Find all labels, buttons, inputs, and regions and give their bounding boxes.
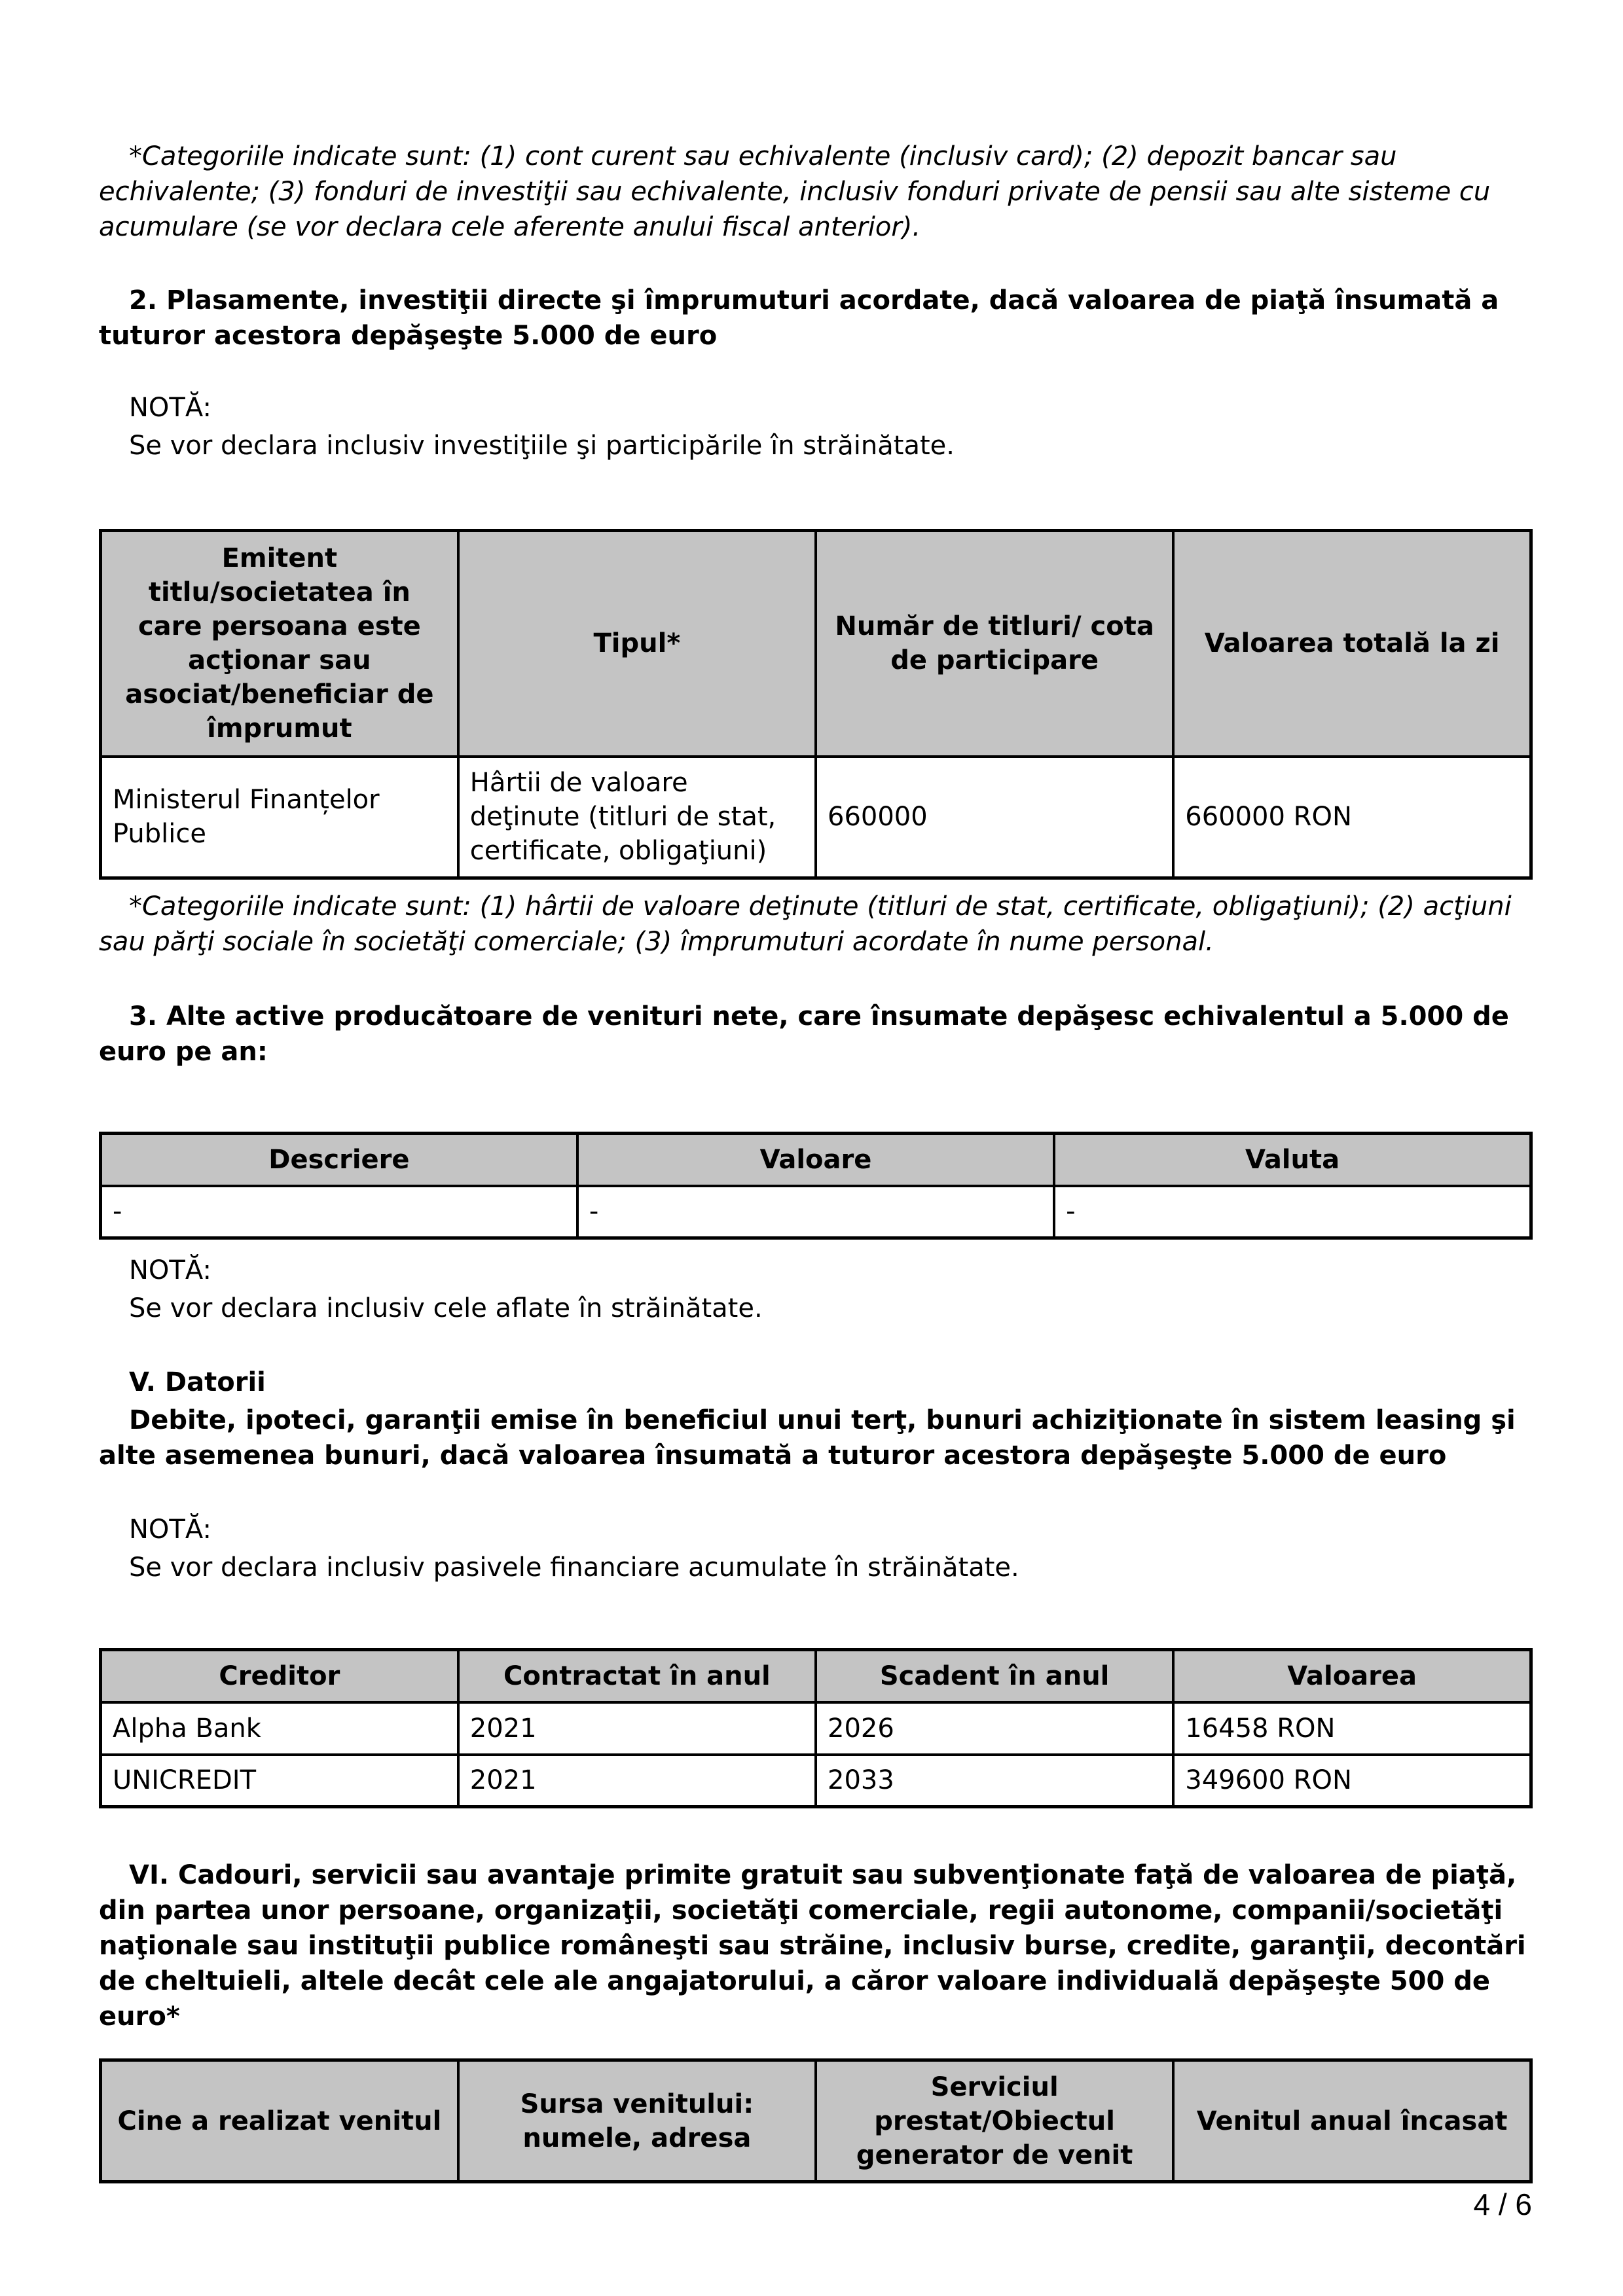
table-cell: Alpha Bank bbox=[101, 1702, 458, 1755]
column-header-count: Număr de titluri/ cota de participare bbox=[816, 531, 1173, 757]
column-header-total-value: Valoarea totală la zi bbox=[1173, 531, 1531, 757]
categories-footnote-accounts: *Categoriile indicate sunt: (1) cont curent sau echivalente (inclusiv card); (2) depozit bancar sau echivalente; (3) fonduri de investiţii sau echivalente, inclusiv fonduri private de pensii sau alte sisteme cu acumulare (se vor declara cele aferente anului fiscal anterior). bbox=[99, 141, 1491, 242]
section-3-note bbox=[99, 1251, 1533, 1327]
table-row bbox=[101, 1186, 1531, 1238]
table-row bbox=[101, 757, 1531, 878]
column-header-income-source: Sursa venitului: numele, adresa bbox=[458, 2060, 816, 2182]
column-header-type: Tipul* bbox=[458, 531, 816, 757]
table-header-row bbox=[101, 531, 1531, 757]
section-2-heading: 2. Plasamente, investiţii directe şi împrumuturi acordate, dacă valoarea de piaţă însumată a tuturor acestora depăşeşte 5.000 de euro bbox=[99, 285, 1499, 351]
table-row bbox=[101, 1755, 1531, 1807]
table-header-row bbox=[101, 1650, 1531, 1702]
section-6-heading: VI. Cadouri, servicii sau avantaje primite gratuit sau subvenţionate faţă de valoarea de piaţă, din partea unor persoane, organizaţii, societăţi comerciale, regii autonome, companii/societăţi naţionale sau instituţii publice româneşti sau străine, inclusiv burse, credite, garanţii, decontări de cheltuieli, altele decât cele ale angajatorului, a căror valoare individuală depăşeşte 500 de euro* bbox=[99, 1860, 1526, 2032]
column-header-service: Serviciul prestat/Obiectul generator de venit bbox=[816, 2060, 1173, 2182]
other-assets-table bbox=[99, 1132, 1533, 1240]
section-5-note bbox=[99, 1511, 1533, 1587]
note-label: NOTĂ: bbox=[129, 1515, 211, 1545]
gifts-table bbox=[99, 2058, 1533, 2183]
table-cell: 2026 bbox=[816, 1702, 1173, 1755]
table-cell: 16458 RON bbox=[1173, 1702, 1531, 1755]
table-cell: - bbox=[1054, 1186, 1531, 1238]
section-5-heading: Debite, ipoteci, garanţii emise în beneficiul unui terţ, bunuri achiziţionate în sistem leasing şi alte asemenea bunuri, dacă valoarea însumată a tuturor acestora depăşeşte 5.000 de euro bbox=[99, 1405, 1516, 1471]
column-header-issuer: Emitent titlu/societatea în care persoana este acţionar sau asociat/beneficiar de împrumut bbox=[101, 531, 458, 757]
note-label: NOTĂ: bbox=[129, 1255, 211, 1285]
categories-footnote-investments: *Categoriile indicate sunt: (1) hârtii de valoare deţinute (titluri de stat, certificate, obligaţiuni); (2) acţiuni sau părţi sociale în societăţi comerciale; (3) împrumuturi acordate în nume personal. bbox=[99, 891, 1512, 957]
investments-table bbox=[99, 529, 1533, 880]
column-header-contracted-year: Contractat în anul bbox=[458, 1650, 816, 1702]
column-header-amount: Valoarea bbox=[1173, 1650, 1531, 1702]
column-header-creditor: Creditor bbox=[101, 1650, 458, 1702]
table-header-row bbox=[101, 1134, 1531, 1186]
column-header-annual-income: Venitul anual încasat bbox=[1173, 2060, 1531, 2182]
table-cell: 660000 bbox=[816, 757, 1173, 878]
debts-table bbox=[99, 1648, 1533, 1808]
table-cell: - bbox=[101, 1186, 577, 1238]
table-cell: 2033 bbox=[816, 1755, 1173, 1807]
note-label: NOTĂ: bbox=[129, 393, 211, 423]
section-3-heading: 3. Alte active producătoare de venituri nete, care însumate depăşesc echivalentul a 5.000 de euro pe an: bbox=[99, 1001, 1509, 1067]
note-text: Se vor declara inclusiv cele aflate în străinătate. bbox=[129, 1293, 763, 1323]
column-header-beneficiary: Cine a realizat venitul bbox=[101, 2060, 458, 2182]
table-cell: Ministerul Finanțelor Publice bbox=[101, 757, 458, 878]
section-5-title: V. Datorii bbox=[129, 1367, 266, 1397]
note-text: Se vor declara inclusiv pasivele financiare acumulate în străinătate. bbox=[129, 1552, 1019, 1583]
table-cell: - bbox=[577, 1186, 1054, 1238]
column-header-due-year: Scadent în anul bbox=[816, 1650, 1173, 1702]
note-text: Se vor declara inclusiv investiţiile şi participările în străinătate. bbox=[129, 431, 955, 461]
table-header-row bbox=[101, 2060, 1531, 2182]
table-row bbox=[101, 1702, 1531, 1755]
column-header-value: Valoare bbox=[577, 1134, 1054, 1186]
table-cell: 349600 RON bbox=[1173, 1755, 1531, 1807]
column-header-description: Descriere bbox=[101, 1134, 577, 1186]
table-cell: UNICREDIT bbox=[101, 1755, 458, 1807]
table-cell: 660000 RON bbox=[1173, 757, 1531, 878]
table-cell: 2021 bbox=[458, 1755, 816, 1807]
table-cell: 2021 bbox=[458, 1702, 816, 1755]
page-number: 4 / 6 bbox=[1473, 2187, 1532, 2221]
column-header-currency: Valuta bbox=[1054, 1134, 1531, 1186]
section-2-note bbox=[99, 389, 1533, 465]
table-cell: Hârtii de valoare deţinute (titluri de stat, certificate, obligaţiuni) bbox=[458, 757, 816, 878]
